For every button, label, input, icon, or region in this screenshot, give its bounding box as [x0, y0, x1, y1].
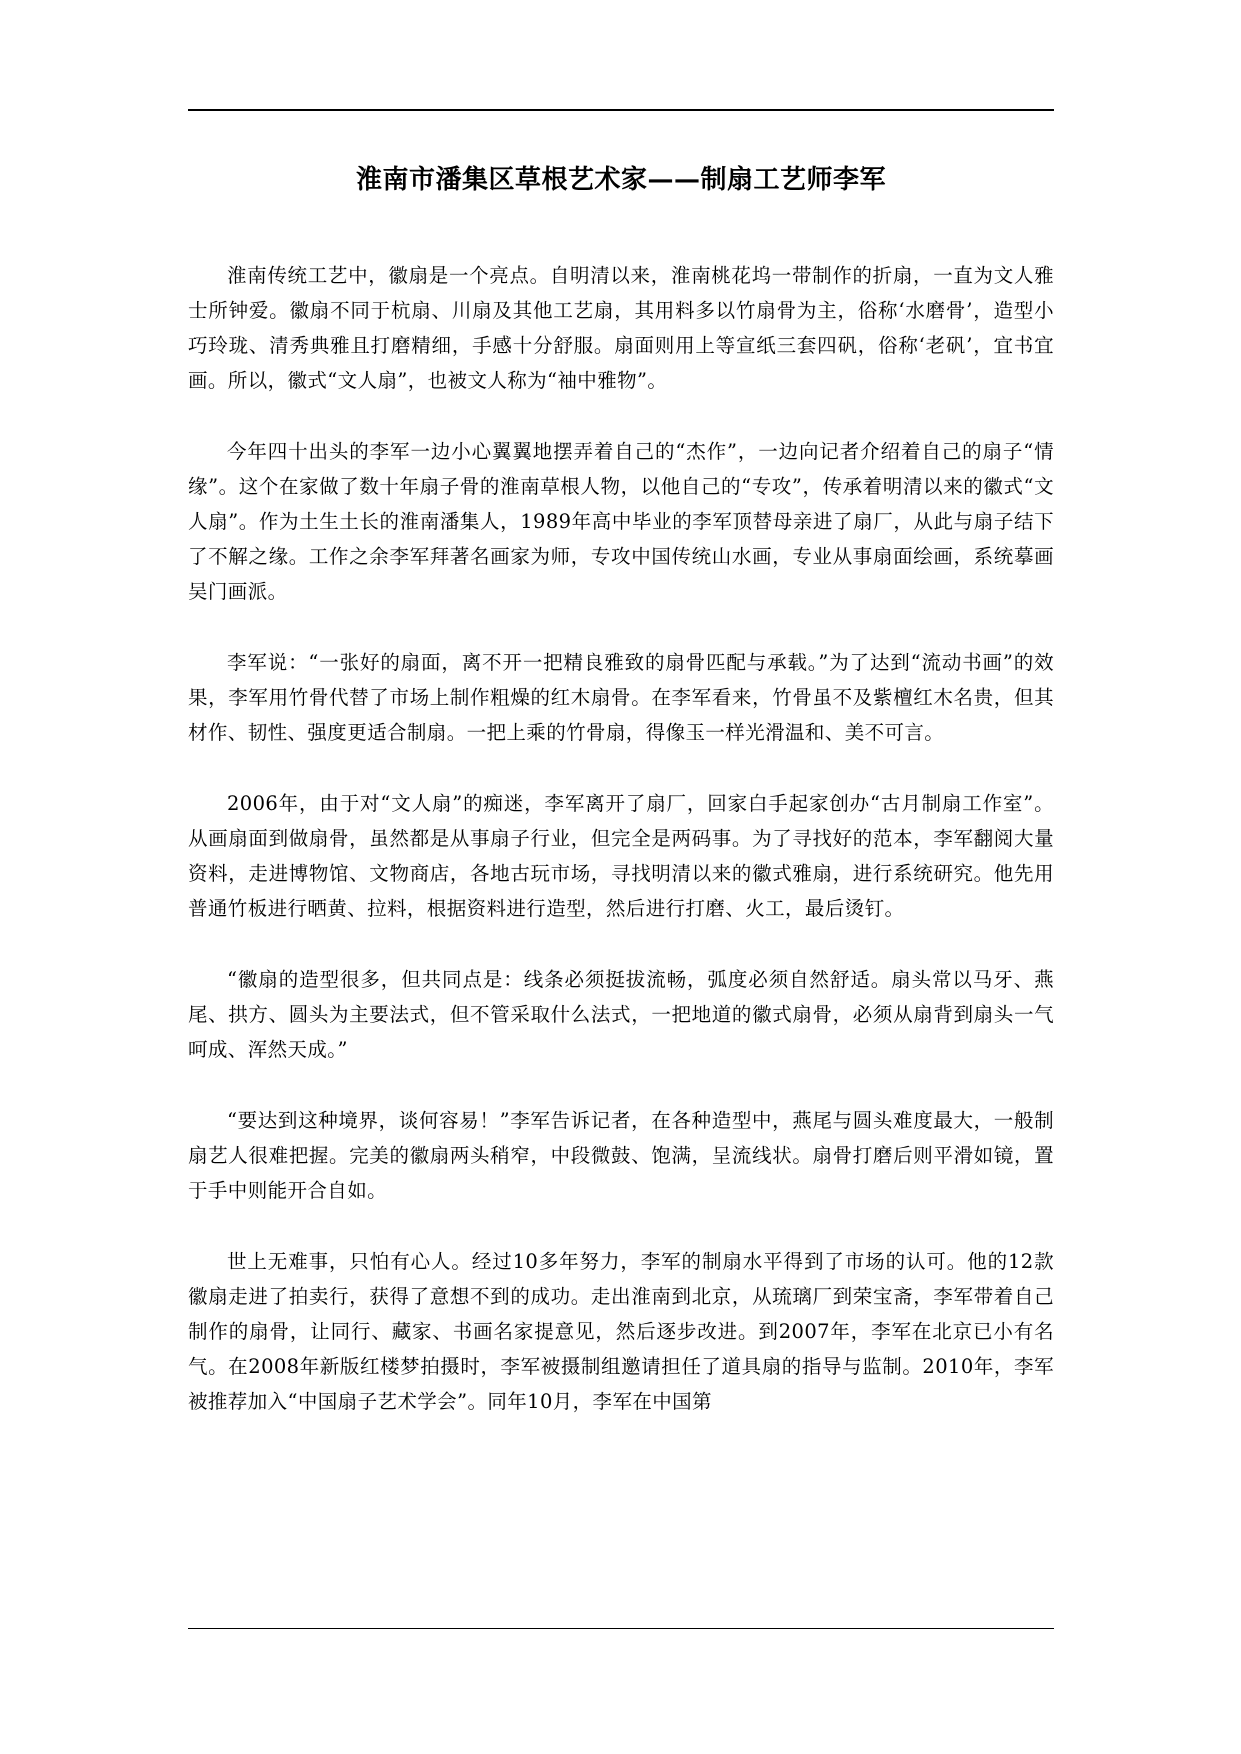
document-title: 淮南市潘集区草根艺术家——制扇工艺师李军	[355, 165, 886, 195]
header-rule	[188, 109, 1054, 111]
paragraph: 淮南传统工艺中，徽扇是一个亮点。自明清以来，淮南桃花坞一带制作的折扇，一直为文人雅士所钟爱。徽扇不同于杭扇、川扇及其他工艺扇，其用料多以竹扇骨为主，俗称‘水磨骨’，造型小巧玲珑、清秀典雅且打磨精细，手感十分舒服。扇面则用上等宣纸三套四矾，俗称‘老矾’，宜书宜画。所以，徽式“文人扇”，也被文人称为“袖中雅物”。	[188, 264, 1054, 392]
paragraph: “徽扇的造型很多，但共同点是：线条必须挺拔流畅，弧度必须自然舒适。扇头常以马牙、燕尾、拱方、圆头为主要法式，但不管采取什么法式，一把地道的徽式扇骨，必须从扇背到扇头一气呵成、浑然天成。”	[188, 968, 1054, 1061]
paragraph: 李军说：“一张好的扇面，离不开一把精良雅致的扇骨匹配与承载。”为了达到“流动书画”的效果，李军用竹骨代替了市场上制作粗燥的红木扇骨。在李军看来，竹骨虽不及紫檀红木名贵，但其材作、韧性、强度更适合制扇。一把上乘的竹骨扇，得像玉一样光滑温和、美不可言。	[188, 651, 1054, 744]
paragraph: “要达到这种境界，谈何容易！”李军告诉记者，在各种造型中，燕尾与圆头难度最大，一般制扇艺人很难把握。完美的徽扇两头稍窄，中段微鼓、饱满，呈流线状。扇骨打磨后则平滑如镜，置于手中则能开合自如。	[188, 1109, 1054, 1202]
paragraph: 今年四十出头的李军一边小心翼翼地摆弄着自己的“杰作”，一边向记者介绍着自己的扇子“情缘”。这个在家做了数十年扇子骨的淮南草根人物，以他自己的“专攻”，传承着明清以来的徽式“文人扇”。作为土生土长的淮南潘集人，1989年高中毕业的李军顶替母亲进了扇厂，从此与扇子结下了不解之缘。工作之余李军拜著名画家为师，专攻中国传统山水画，专业从事扇面绘画，系统摹画吴门画派。	[188, 440, 1054, 603]
paragraph: 2006年，由于对“文人扇”的痴迷，李军离开了扇厂，回家白手起家创办“古月制扇工作室”。从画扇面到做扇骨，虽然都是从事扇子行业，但完全是两码事。为了寻找好的范本，李军翻阅大量资料，走进博物馆、文物商店，各地古玩市场，寻找明清以来的徽式雅扇，进行系统研究。他先用普通竹板进行晒黄、拉料，根据资料进行造型，然后进行打磨、火工，最后烫钉。	[188, 792, 1054, 920]
document-body	[188, 258, 1054, 1455]
footer-rule	[188, 1628, 1054, 1629]
paragraph: 世上无难事，只怕有心人。经过10多年努力，李军的制扇水平得到了市场的认可。他的12款徽扇走进了拍卖行，获得了意想不到的成功。走出淮南到北京，从琉璃厂到荣宝斋，李军带着自己制作的扇骨，让同行、藏家、书画名家提意见，然后逐步改进。到2007年，李军在北京已小有名气。在2008年新版红楼梦拍摄时，李军被摄制组邀请担任了道具扇的指导与监制。2010年，李军被推荐加入“中国扇子艺术学会”。同年10月，李军在中国第	[188, 1250, 1054, 1413]
